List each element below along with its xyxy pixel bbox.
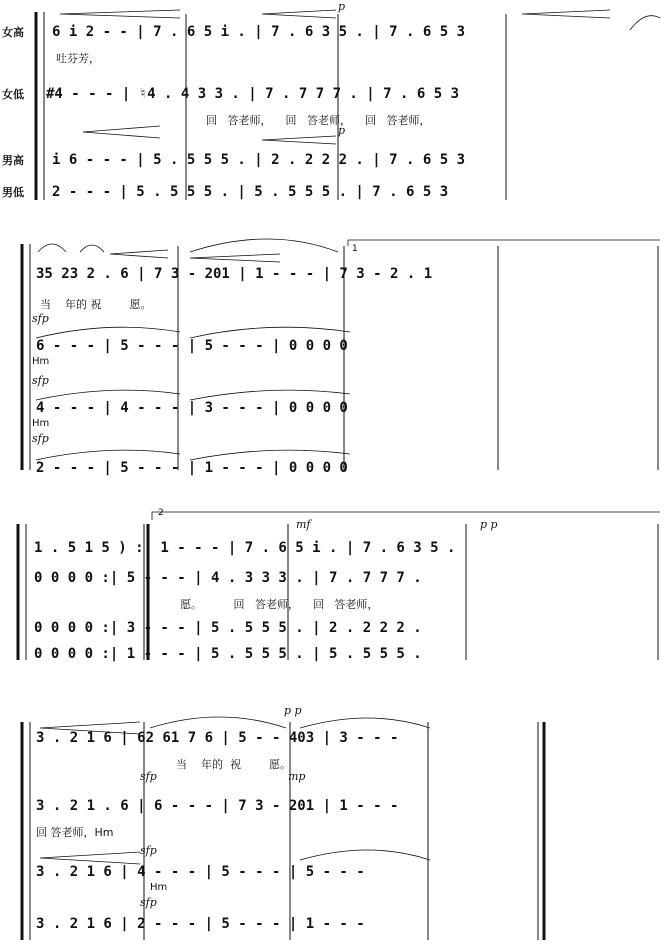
part-label-tenor: 男高	[2, 154, 24, 167]
notes-row: 2 - - - | 5 - - - | 1 - - - | 0 0 0 0	[36, 460, 348, 476]
dynamic-mark: p	[338, 124, 346, 137]
notes-row: 4 - - - | 4 - - - | 3 - - - | 0 0 0 0	[36, 400, 348, 416]
part-label-soprano: 女高	[2, 26, 24, 39]
lyric-row: 回 答老师，Hm	[36, 826, 114, 839]
lyric-row: 当 年的 祝 愿。	[40, 298, 152, 311]
dynamic-mark: sfp	[140, 770, 157, 783]
dynamic-mark: sfp	[32, 432, 49, 445]
dynamic-mark: sfp	[140, 844, 157, 857]
dynamic-mark: sfp	[32, 312, 49, 325]
lyric-row: 当 年的 祝 愿。	[176, 758, 291, 771]
lyric-row: 愿。 回 答老师， 回 答老师，	[180, 598, 379, 611]
notes-row: 3 . 2 1 6 | 62 61 7 6 | 5 - - 403 | 3 - - -	[36, 730, 399, 746]
volta-number: 1	[352, 244, 358, 254]
humming-mark: Hm	[32, 356, 50, 367]
notes-row: 0 0 0 0 :| 1 - - - | 5 . 5 5 5 . | 5 . 5 5 5 .	[34, 646, 422, 662]
volta-number: 2	[158, 508, 164, 518]
notes-row: 6 i 2 - - | 7 . 6 5 i . | 7 . 6 3 5 . | 7 . 6 5 3	[52, 24, 466, 40]
dynamic-mark: p p	[480, 518, 498, 531]
notes-row: 0 0 0 0 :| 3 - - - | 5 . 5 5 5 . | 2 . 2 2 2 .	[34, 620, 422, 636]
notes-row: #4 - - - | ♮4 . 4 3 3 . | 7 . 7 7 7 . | 7 . 6 5 3	[46, 86, 460, 102]
dynamic-mark: mp	[288, 770, 306, 783]
dynamic-mark: mf	[296, 518, 311, 531]
lyric-row: 吐芬芳，	[56, 52, 100, 65]
dynamic-mark: sfp	[140, 896, 157, 909]
dynamic-mark: sfp	[32, 374, 49, 387]
notes-row: 3 . 2 1 6 | 4 - - - | 5 - - - | 5 - - -	[36, 864, 365, 880]
notes-row: i 6 - - - | 5 . 5 5 5 . | 2 . 2 2 2 . | 7 . 6 5 3	[52, 152, 466, 168]
system-3-lines	[18, 512, 660, 660]
dynamic-mark: p	[338, 0, 346, 13]
dynamic-mark: p p	[284, 704, 302, 717]
notes-row: 35 23 2 . 6 | 7 3 - 201 | 1 - - - | 7 3 - 2 . 1	[36, 266, 433, 282]
humming-mark: Hm	[150, 882, 168, 893]
notes-row: 2 - - - | 5 . 5 5 5 . | 5 . 5 5 5 . | 7 . 6 5 3	[52, 184, 449, 200]
notes-row: 6 - - - | 5 - - - | 5 - - - | 0 0 0 0	[36, 338, 348, 354]
notes-row: 1 . 5 1 5 ) :| 1 - - - | 7 . 6 5 i . | 7 . 6 3 5 .	[34, 540, 456, 556]
lyric-row: 回 答老师， 回 答老师， 回 答老师，	[206, 114, 431, 127]
notes-row: 3 . 2 1 6 | 2 - - - | 5 - - - | 1 - - -	[36, 916, 365, 932]
humming-mark: Hm	[32, 418, 50, 429]
part-label-alto: 女低	[2, 88, 24, 101]
notes-row: 0 0 0 0 :| 5 - - - | 4 . 3 3 3 . | 7 . 7 7 7 .	[34, 570, 422, 586]
part-label-bass: 男低	[2, 186, 24, 199]
notes-row: 3 . 2 1 . 6 | 6 - - - | 7 3 - 201 | 1 - - -	[36, 798, 399, 814]
